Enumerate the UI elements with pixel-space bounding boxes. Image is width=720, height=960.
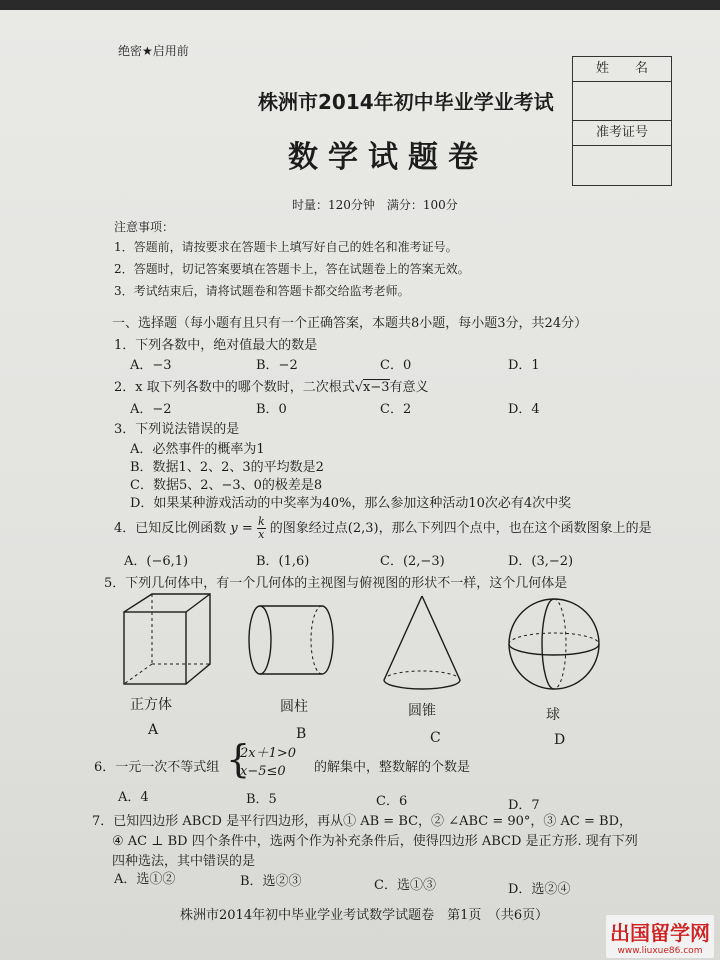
question-4-text-end: 的图象经过点(2,3)，那么下列四个点中，也在这个函数图象上的是 (269, 521, 652, 536)
secret-label: 绝密★启用前 (118, 44, 189, 58)
figure-caption: 球 (546, 707, 560, 723)
figure-letter: C (430, 730, 441, 746)
page-footer: 株洲市2014年初中毕业学业考试数学试题卷 第1页 （共6页） (180, 908, 549, 923)
exam-number-label: 准考证号 (573, 121, 671, 146)
cylinder-figure (244, 602, 340, 682)
time-info: 时量：120分钟 满分：100分 (292, 198, 458, 212)
question-3-stem: 3．下列说法错误的是 (114, 422, 240, 437)
option: C．6 (376, 794, 408, 809)
question-5-stem: 5．下列几何体中，有一个几何体的主视图与俯视图的形状不一样，这个几何体是 (104, 576, 568, 591)
option: D．如果某种游戏活动的中奖率为40%，那么参加这种活动10次必有4次中奖 (130, 496, 572, 511)
numerator: k (257, 515, 265, 528)
watermark-url: www.liuxue86.com (617, 946, 703, 956)
question-6-text: 6．一元一次不等式组 (94, 760, 220, 775)
question-7-line: 四种选法，其中错误的是 (112, 854, 256, 869)
question-7-line: 7．已知四边形 ABCD 是平行四边形，再从① AB = BC，② ∠ABC = 90°，③ AC = BD， (92, 814, 633, 829)
figure-caption: 圆柱 (280, 699, 308, 715)
option: C．数据5、2、−3、0的极差是8 (130, 478, 323, 493)
question-6-text-end: 的解集中，整数解的个数是 (314, 760, 471, 775)
option: A．4 (118, 790, 149, 805)
question-2-text: 2．x 取下列各数中的哪个数时，二次根式 (114, 380, 355, 395)
option: D．选②④ (508, 882, 571, 897)
radicand: x−3 (363, 380, 390, 395)
figure-letter: D (554, 732, 566, 748)
question-2-text-end: 有意义 (389, 380, 429, 395)
figure-caption: 正方体 (130, 697, 172, 713)
name-label: 姓 名 (573, 57, 671, 82)
option: D．7 (508, 798, 540, 813)
figure-letter: A (148, 722, 159, 738)
option: A．−2 (130, 402, 172, 417)
option: C．(2,−3) (380, 554, 445, 569)
name-field (573, 82, 671, 121)
inequality-1: 2x＋1>0 (240, 746, 297, 761)
option: D．(3,−2) (508, 554, 574, 569)
option: A．−3 (130, 358, 172, 373)
figure-letter: B (296, 726, 307, 742)
exam-title: 株洲市2014年初中毕业学业考试 (258, 90, 554, 114)
option: B．0 (256, 402, 287, 417)
option: B．5 (246, 792, 277, 807)
brace-symbol: { (226, 737, 251, 781)
note-item: 1．答题前，请按要求在答题卡上填写好自己的姓名和准考证号。 (114, 240, 458, 254)
option: B．选②③ (240, 874, 302, 889)
option: C．选①③ (374, 878, 436, 893)
function-lhs: y = (230, 521, 253, 536)
note-item: 2．答题时，切记答案要填在答题卡上，答在试题卷上的答案无效。 (114, 262, 470, 276)
option: D．1 (508, 358, 540, 373)
cube-figure (116, 590, 226, 690)
question-4-stem (114, 516, 652, 542)
sqrt-symbol: √ (354, 380, 364, 395)
option: A．选①② (114, 872, 176, 887)
inequality-2: x−5≤0 (240, 764, 286, 779)
option: A．必然事件的概率为1 (130, 442, 265, 457)
watermark-text: 出国留学网 (610, 921, 710, 945)
question-2-stem (114, 376, 429, 395)
cone-figure (380, 594, 464, 694)
question-7-line: ④ AC ⊥ BD 四个条件中，选两个作为补充条件后，使得四边形 ABCD 是正方形. 现有下列 (112, 834, 638, 849)
fraction (257, 516, 266, 541)
option: A．(−6,1) (124, 554, 189, 569)
option: B．(1,6) (256, 554, 310, 569)
notes-heading: 注意事项： (114, 220, 175, 234)
question-4-text: 4．已知反比例函数 (114, 521, 227, 536)
option: D．4 (508, 402, 540, 417)
option: C．2 (380, 402, 412, 417)
figure-caption: 圆锥 (408, 703, 436, 719)
note-item: 3．考试结束后，请将试题卷和答题卡都交给监考老师。 (114, 284, 410, 298)
subject-title: 数学试题卷 (288, 140, 488, 175)
option: B．−2 (256, 358, 298, 373)
option: B．数据1、2、2、3的平均数是2 (130, 460, 324, 475)
name-box (572, 56, 672, 186)
exam-paper (0, 10, 720, 960)
option: C．0 (380, 358, 412, 373)
watermark-logo (606, 915, 714, 958)
section-heading: 一、选择题（每小题有且只有一个正确答案，本题共8小题，每小题3分，共24分） (112, 316, 588, 331)
denominator: x (258, 528, 265, 541)
question-1-stem: 1．下列各数中，绝对值最大的数是 (114, 338, 318, 353)
sphere-figure (506, 596, 602, 692)
